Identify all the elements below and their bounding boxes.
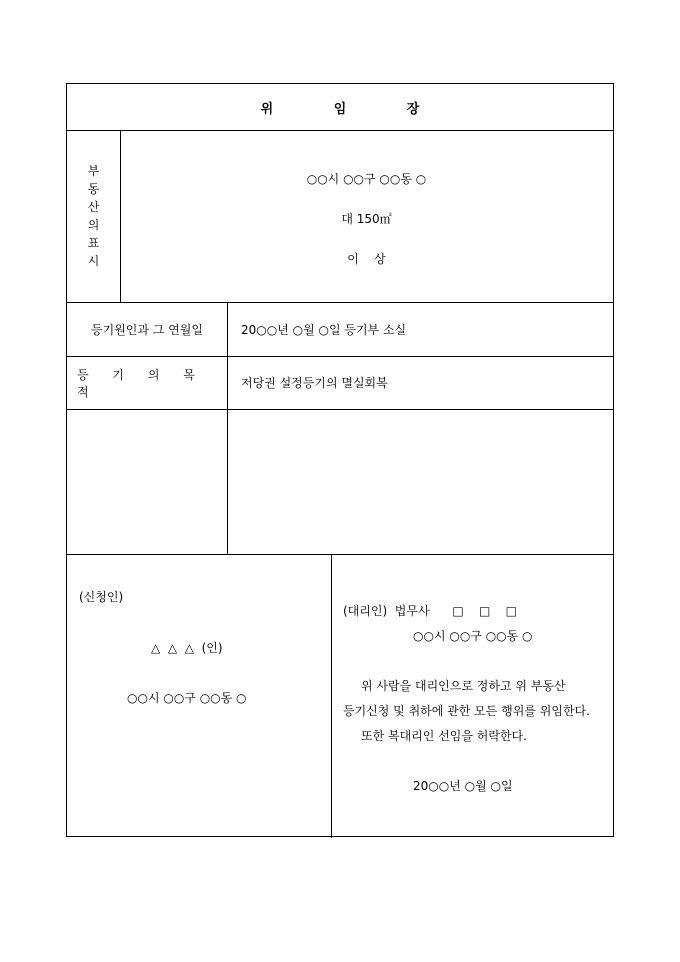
property-label-char: 표 [87, 236, 100, 250]
divider [227, 302, 228, 554]
property-area: 대 150㎡ [341, 212, 392, 226]
property-label-char: 동 [87, 182, 100, 196]
agent-statement-line: 위 사람을 대리인으로 정하고 위 부동산 [361, 679, 566, 693]
property-label-char: 산 [87, 200, 100, 214]
applicant-heading: (신청인) [79, 590, 124, 604]
property-address: ○○시 ○○구 ○○동 ○ [306, 172, 427, 186]
document-title: 위 임 장 [260, 101, 448, 117]
property-description [120, 130, 613, 302]
property-label-char: 부 [87, 164, 100, 178]
agent-date: 20○○년 ○월 ○일 [413, 779, 513, 793]
power-of-attorney-form [66, 83, 614, 837]
agent-address: ○○시 ○○구 ○○동 ○ [413, 629, 533, 643]
registration-purpose-value: 저당권 설정등기의 멸실회복 [241, 376, 388, 390]
registration-purpose-label: 등 기 의 목 적 [77, 367, 205, 399]
applicant-address: ○○시 ○○구 ○○동 ○ [127, 691, 247, 705]
agent-heading: (대리인) 법무사 □ □ □ [343, 604, 517, 618]
property-note: 이 상 [347, 252, 386, 266]
divider [331, 554, 332, 838]
applicant-name: △ △ △ (인) [151, 641, 223, 655]
agent-statement-line: 등기신청 및 취하에 관한 모든 행위를 위임한다. [343, 704, 590, 718]
divider [67, 409, 613, 410]
registration-cause-value: 20○○년 ○월 ○일 등기부 소실 [241, 322, 407, 337]
registration-cause-label: 등기원인과 그 연월일 [91, 322, 203, 337]
property-label [67, 130, 120, 302]
property-label-char: 의 [87, 218, 100, 232]
divider [67, 554, 613, 555]
agent-statement-line: 또한 복대리인 선임을 허락한다. [361, 729, 527, 743]
property-label-char: 시 [87, 254, 100, 268]
